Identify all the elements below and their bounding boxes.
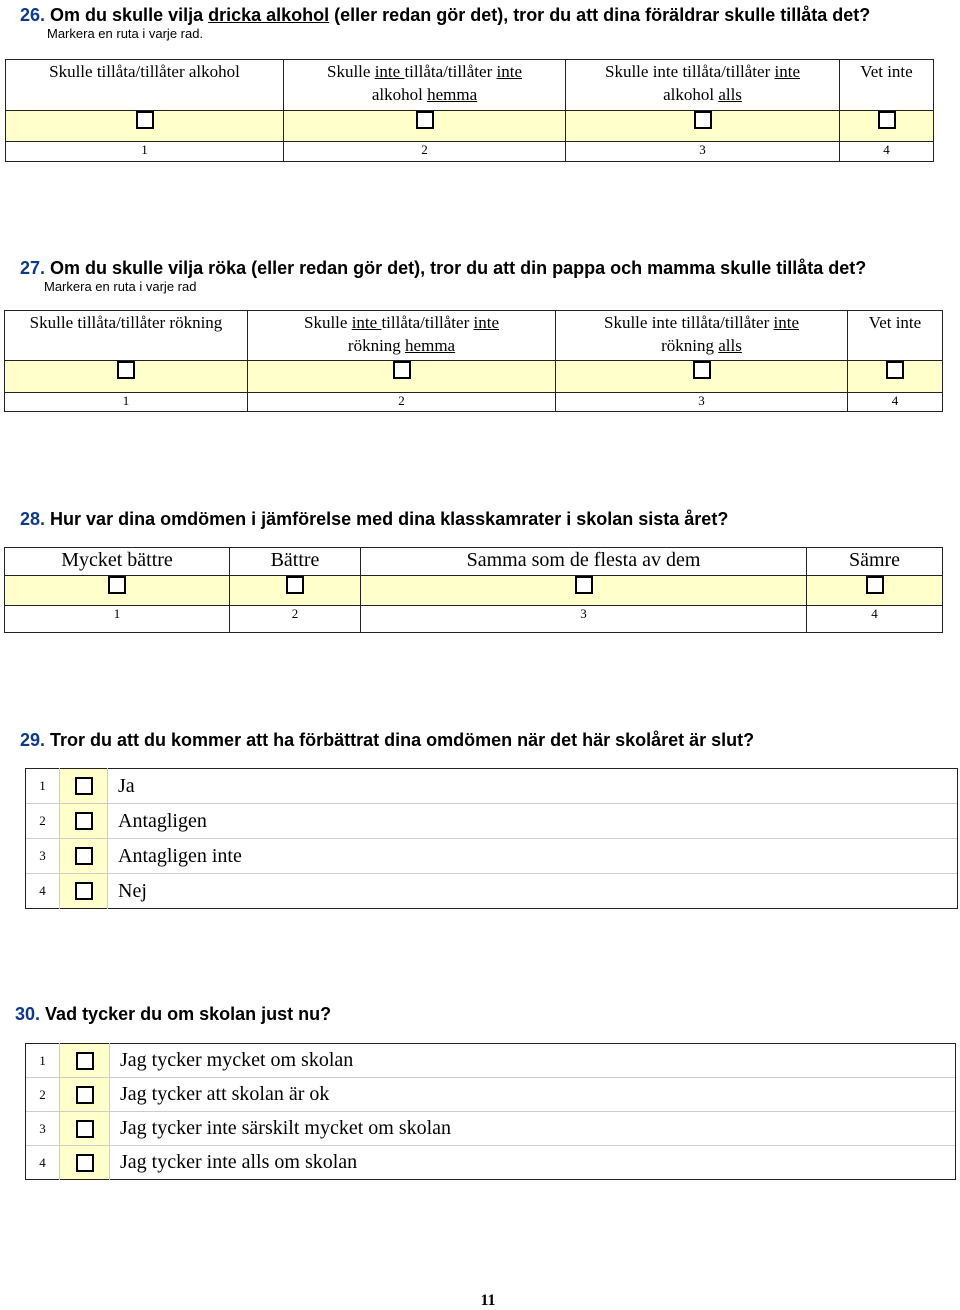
q27-code-3: 3 — [556, 393, 848, 412]
q30-text: Vad tycker du om skolan just nu? — [45, 1004, 332, 1024]
q29-option-label: Antagligen — [108, 804, 958, 839]
q26-col2-header: Skulle inte tillåta/tillåter inte alkohol hemma — [284, 60, 566, 111]
q26-checkbox-4[interactable] — [878, 111, 896, 129]
q28-option-1-label: Mycket bättre — [5, 548, 230, 576]
q27-col1-header: Skulle tillåta/tillåter rökning — [5, 311, 248, 361]
page-number: 11 — [480, 1292, 496, 1309]
q30-checkbox-2[interactable] — [76, 1086, 94, 1104]
q30-option-row[interactable] — [26, 1078, 956, 1112]
q26-text-part2: dricka alkohol — [208, 5, 330, 25]
q28-checkbox-4[interactable] — [866, 576, 884, 594]
q28-text: Hur var dina omdömen i jämförelse med dina klasskamrater i skolan sista året? — [50, 509, 729, 529]
q30-option-row[interactable] — [26, 1112, 956, 1146]
q26-number: 26. — [20, 5, 46, 25]
q26-checkbox-1[interactable] — [136, 111, 154, 129]
q29-checkbox-1[interactable] — [75, 777, 93, 795]
q26-col3-header: Skulle inte tillåta/tillåter inte alkohol alls — [566, 60, 840, 111]
q29-code: 2 — [26, 804, 60, 839]
q29-checkbox-2[interactable] — [75, 812, 93, 830]
q30-option-label: Jag tycker inte särskilt mycket om skolan — [110, 1112, 956, 1146]
q26-col4-header: Vet inte — [840, 60, 934, 111]
q29-code: 4 — [26, 874, 60, 909]
q26-table — [5, 59, 934, 162]
q28-table — [4, 547, 943, 633]
q28-checkbox-1[interactable] — [108, 576, 126, 594]
q30-checkbox-4[interactable] — [76, 1154, 94, 1172]
q30-checkbox-1[interactable] — [76, 1052, 94, 1070]
q29-option-label: Ja — [108, 769, 958, 804]
q27-col3-header: Skulle inte tillåta/tillåter inte rökning alls — [556, 311, 848, 361]
q26-code-2: 2 — [284, 142, 566, 162]
q29-text: Tror du att du kommer att ha förbättrat dina omdömen när det här skolåret är slut? — [50, 730, 755, 750]
q30-code: 3 — [26, 1112, 60, 1146]
q27-instruction: Markera en ruta i varje rad — [44, 279, 197, 294]
q28-option-3-label: Samma som de flesta av dem — [361, 548, 807, 576]
q28-option-4-label: Sämre — [807, 548, 943, 576]
q30-options — [25, 1043, 956, 1180]
q27-col4-header: Vet inte — [848, 311, 943, 361]
q30-option-label: Jag tycker att skolan är ok — [110, 1078, 956, 1112]
q30-code: 2 — [26, 1078, 60, 1112]
q30-title — [15, 1004, 331, 1025]
q30-code: 4 — [26, 1146, 60, 1180]
q27-code-4: 4 — [848, 393, 943, 412]
q30-option-row[interactable] — [26, 1146, 956, 1180]
q27-number: 27. — [20, 258, 46, 278]
q27-code-1: 1 — [5, 393, 248, 412]
q28-title — [20, 509, 728, 530]
q29-options — [25, 768, 958, 909]
q26-code-4: 4 — [840, 142, 934, 162]
q30-option-label: Jag tycker inte alls om skolan — [110, 1146, 956, 1180]
q28-code-3: 3 — [361, 606, 807, 633]
q29-option-row[interactable] — [26, 769, 958, 804]
q28-checkbox-3[interactable] — [575, 576, 593, 594]
q30-option-row[interactable] — [26, 1044, 956, 1078]
q30-checkbox-3[interactable] — [76, 1120, 94, 1138]
q27-col2-header: Skulle inte tillåta/tillåter inte rökning hemma — [248, 311, 556, 361]
q26-col1-header: Skulle tillåta/tillåter alkohol — [6, 60, 284, 111]
q29-option-label: Antagligen inte — [108, 839, 958, 874]
q28-checkbox-2[interactable] — [286, 576, 304, 594]
q28-code-4: 4 — [807, 606, 943, 633]
q29-option-label: Nej — [108, 874, 958, 909]
q29-code: 3 — [26, 839, 60, 874]
q28-option-2-label: Bättre — [230, 548, 361, 576]
q30-option-label: Jag tycker mycket om skolan — [110, 1044, 956, 1078]
q29-number: 29. — [20, 730, 46, 750]
q26-text-part3: (eller redan gör det), tror du att dina föräldrar skulle tillåta det? — [329, 5, 871, 25]
q30-code: 1 — [26, 1044, 60, 1078]
q26-instruction: Markera en ruta i varje rad. — [47, 26, 204, 41]
q28-number: 28. — [20, 509, 46, 529]
q27-checkbox-4[interactable] — [886, 361, 904, 379]
q29-checkbox-3[interactable] — [75, 847, 93, 865]
q26-code-3: 3 — [566, 142, 840, 162]
q28-code-1: 1 — [5, 606, 230, 633]
q29-option-row[interactable] — [26, 874, 958, 909]
q29-option-row[interactable] — [26, 804, 958, 839]
q26-checkbox-2[interactable] — [416, 111, 434, 129]
q27-checkbox-1[interactable] — [117, 361, 135, 379]
q27-code-2: 2 — [248, 393, 556, 412]
q26-text-part1: Om du skulle vilja — [50, 5, 209, 25]
q26-checkbox-3[interactable] — [694, 111, 712, 129]
q26-title — [20, 5, 870, 26]
q27-table — [4, 310, 943, 412]
q29-title — [20, 730, 754, 751]
q26-code-1: 1 — [6, 142, 284, 162]
q27-checkbox-3[interactable] — [693, 361, 711, 379]
q27-checkbox-2[interactable] — [393, 361, 411, 379]
q28-code-2: 2 — [230, 606, 361, 633]
q27-title — [20, 258, 866, 279]
q29-checkbox-4[interactable] — [75, 882, 93, 900]
q29-code: 1 — [26, 769, 60, 804]
q27-text: Om du skulle vilja röka (eller redan gör det), tror du att din pappa och mamma skulle tillåta det? — [50, 258, 867, 278]
q29-option-row[interactable] — [26, 839, 958, 874]
q30-number: 30. — [15, 1004, 41, 1024]
